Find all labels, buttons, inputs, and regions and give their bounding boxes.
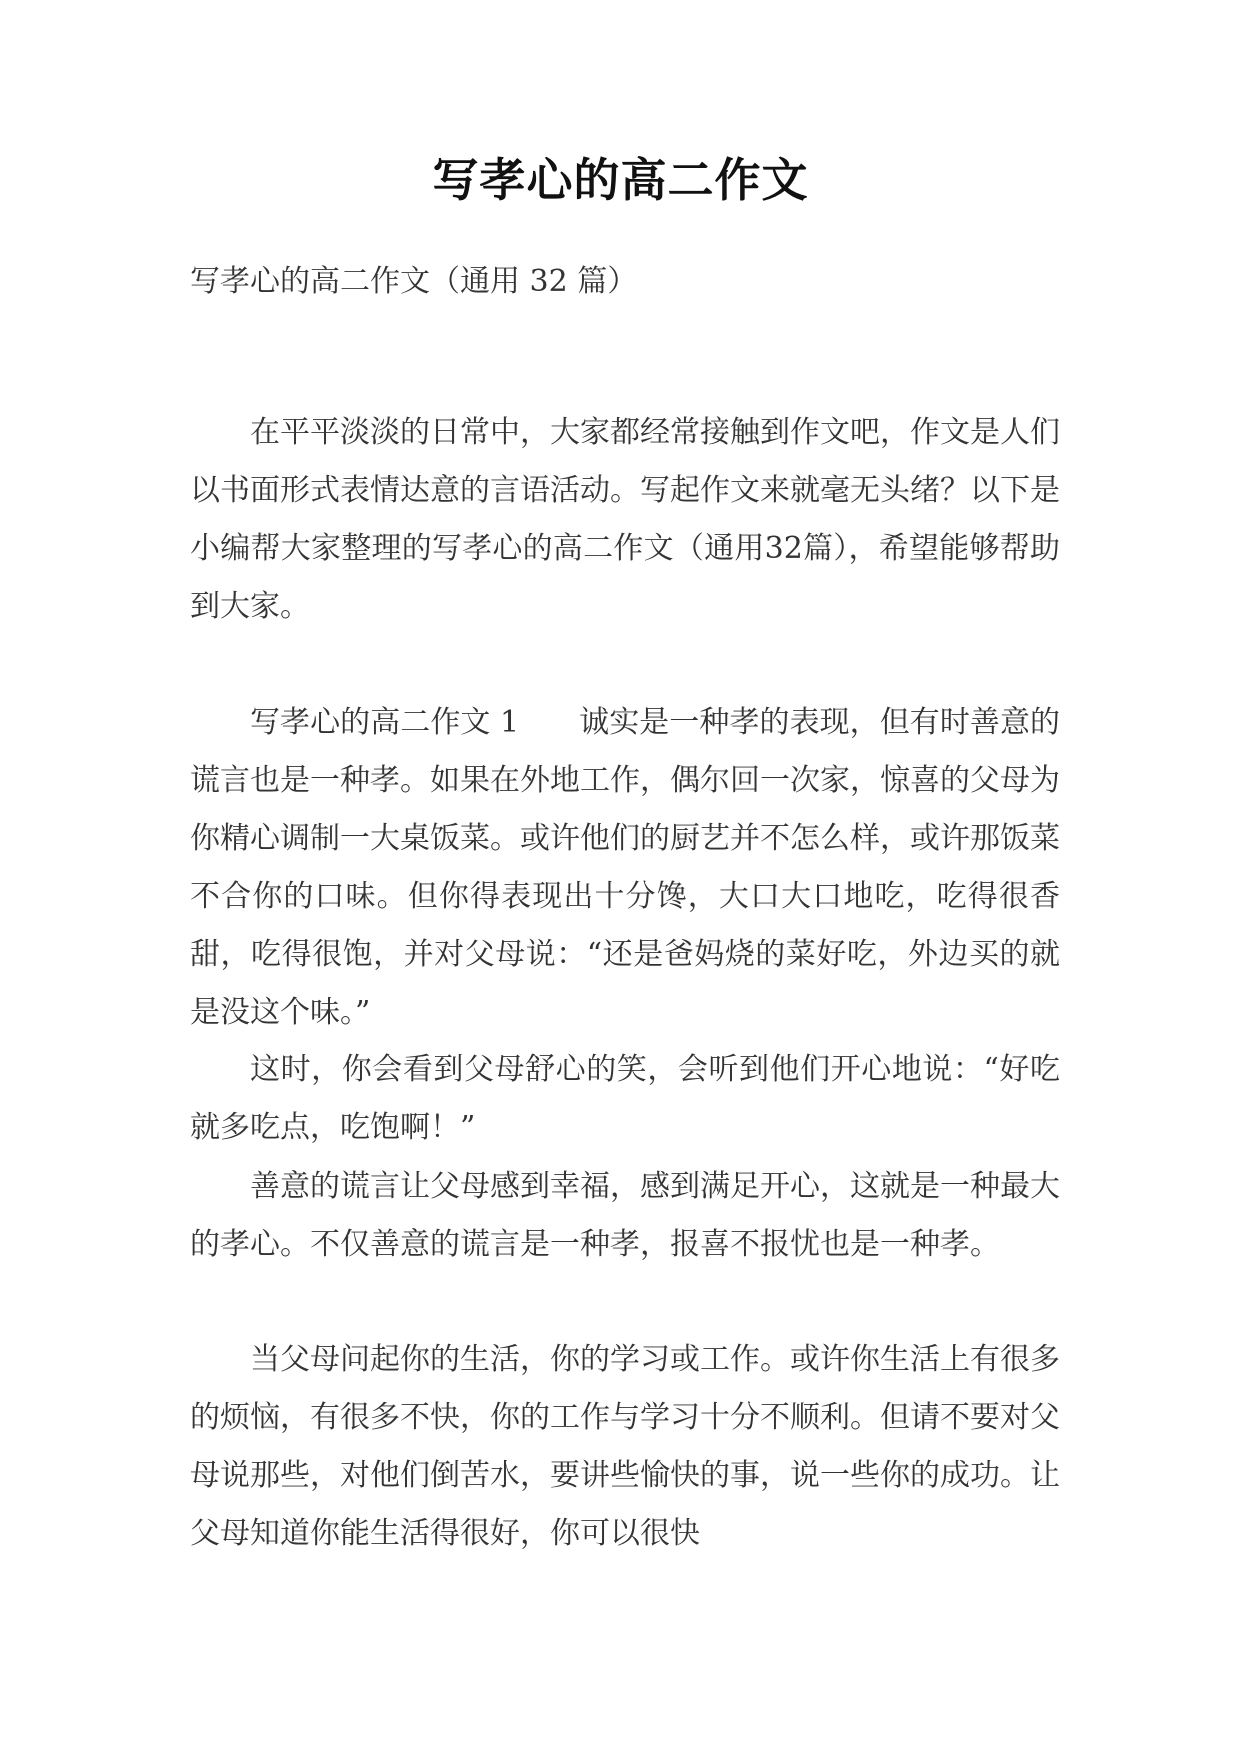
essay-paragraph: 当父母问起你的生活，你的学习或工作。或许你生活上有很多的烦恼，有很多不快，你的工作与学习十分不顺利。但请不要对父母说那些，对他们倒苦水，要讲些愉快的事，说一些你的成功。让父母知道你能生活得很好，你可以很快 [190, 1342, 1060, 1551]
essay-paragraph-text: 诚实是一种孝的表现，但有时善意的谎言也是一种孝。如果在外地工作，偶尔回一次家，惊喜的父母为你精心调制一大桌饭菜。或许他们的厨艺并不怎么样，或许那饭菜不合你的口味。但你得表现出十分馋，大口大口地吃，吃得很香甜，吃得很饱，并对父母说：“还是爸妈烧的菜好吃，外边买的就是没这个味。” [190, 705, 1061, 1030]
essay-paragraph [190, 694, 1060, 1042]
document-subtitle: 写孝心的高二作文（通用 32 篇） [190, 264, 638, 299]
essay-paragraph: 这时，你会看到父母舒心的笑，会听到他们开心地说：“好吃就多吃点，吃饱啊！” [190, 1052, 1060, 1145]
essay-heading: 写孝心的高二作文 1 [250, 705, 520, 740]
document-title: 写孝心的高二作文 [432, 153, 809, 207]
intro-paragraph: 在平平淡淡的日常中，大家都经常接触到作文吧，作文是人们以书面形式表情达意的言语活动。写起作文来就毫无头绪？以下是小编帮大家整理的写孝心的高二作文（通用32篇），希望能够帮助到大家。 [190, 415, 1060, 624]
essay-paragraph: 善意的谎言让父母感到幸福，感到满足开心，这就是一种最大的孝心。不仅善意的谎言是一种孝，报喜不报忧也是一种孝。 [190, 1169, 1060, 1262]
